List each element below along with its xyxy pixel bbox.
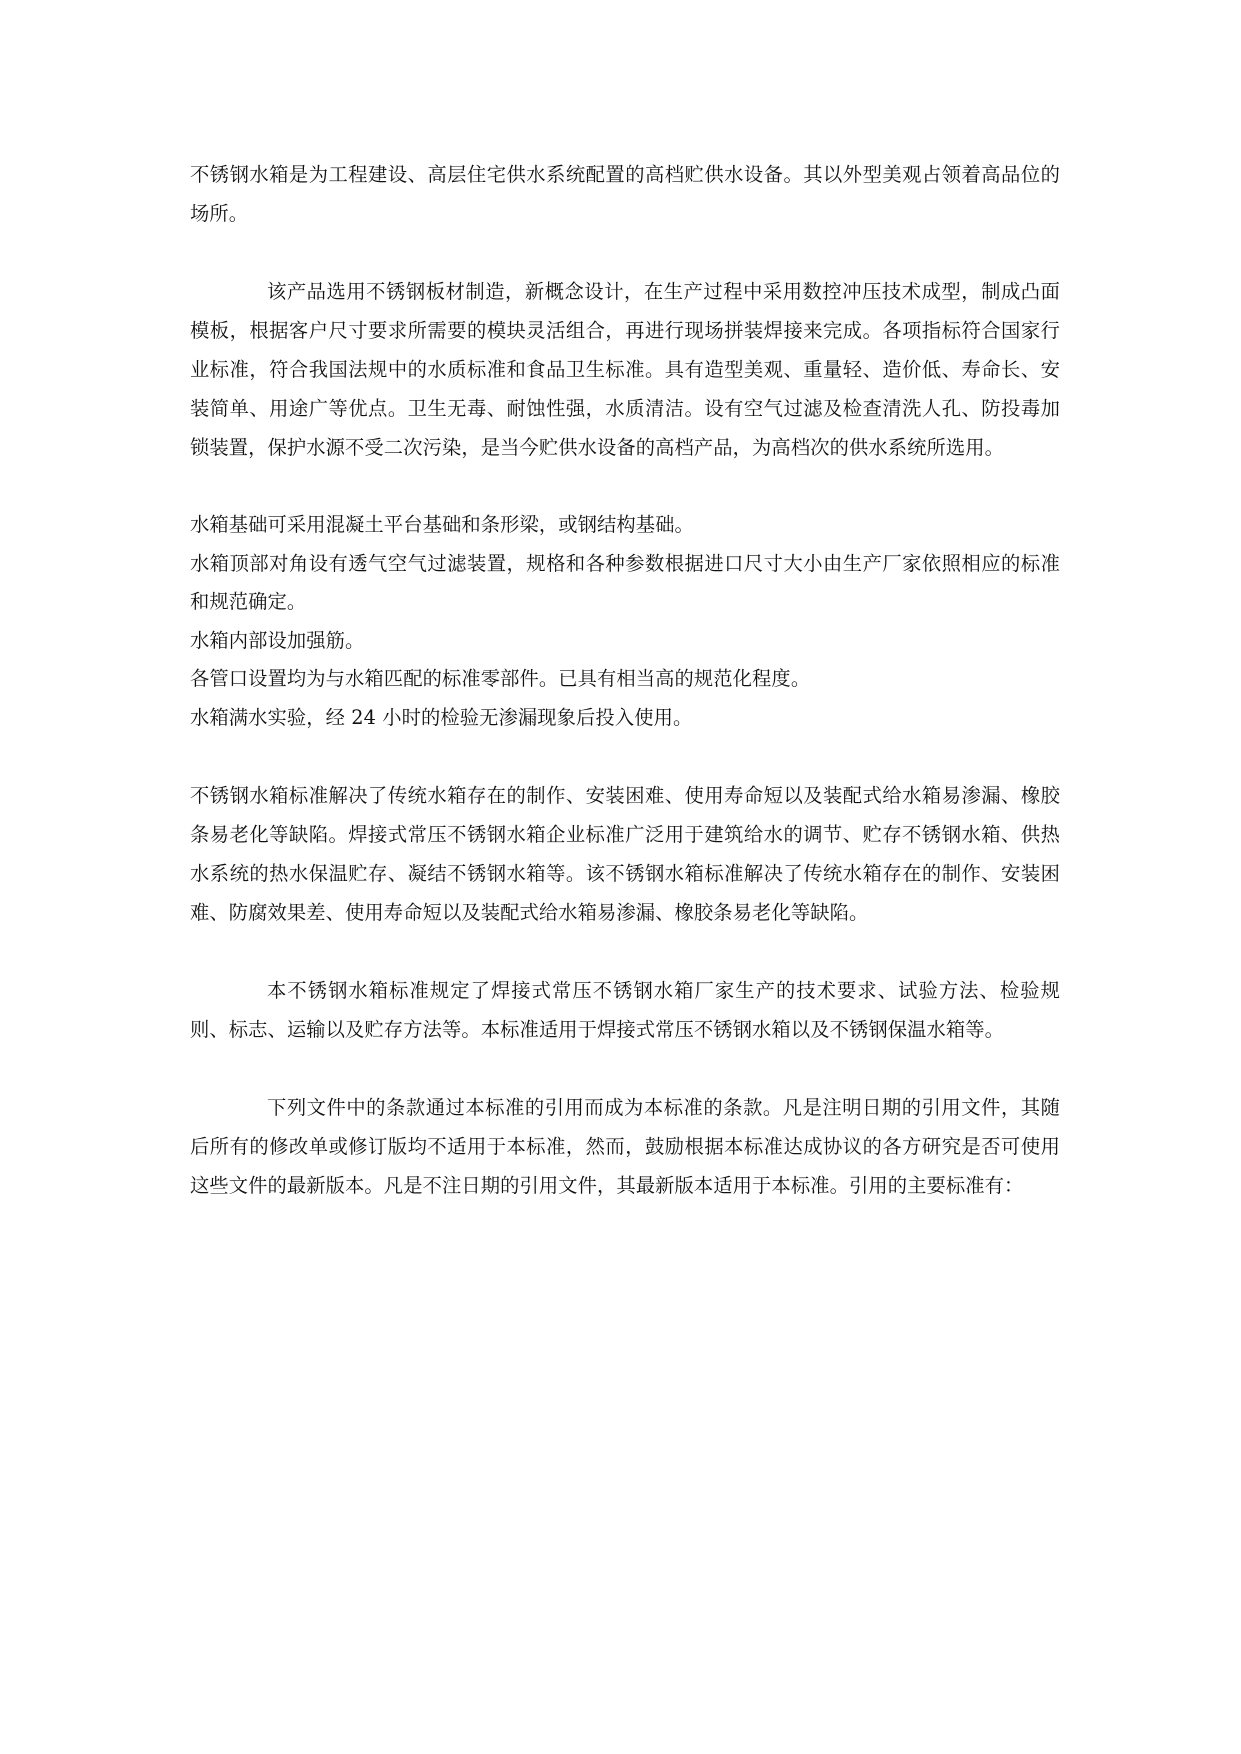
paragraph-standard-scope: 本不锈钢水箱标准规定了焊接式常压不锈钢水箱厂家生产的技术要求、试验方法、检验规则、标志、运输以及贮存方法等。本标准适用于焊接式常压不锈钢水箱以及不锈钢保温水箱等。 bbox=[190, 979, 1060, 1041]
document-body bbox=[190, 155, 1060, 1205]
paragraph-intro: 不锈钢水箱是为工程建设、高层住宅供水系统配置的高档贮供水设备。其以外型美观占领着高品位的场所。 bbox=[190, 163, 1060, 225]
note-stiffener: 水箱内部设加强筋。 bbox=[190, 628, 365, 652]
note-pipe-fittings: 各管口设置均为与水箱匹配的标准零部件。已具有相当高的规范化程度。 bbox=[190, 667, 811, 690]
installation-notes bbox=[190, 506, 1060, 737]
note-foundation: 水箱基础可采用混凝土平台基础和条形梁，或钢结构基础。 bbox=[190, 513, 694, 536]
note-air-filter: 水箱顶部对角设有透气空气过滤装置，规格和各种参数根据进口尺寸大小由生产厂家依照相应的标准和规范确定。 bbox=[190, 551, 1060, 613]
note-water-test: 水箱满水实验，经 24 小时的检验无渗漏现象后投入使用。 bbox=[190, 705, 693, 729]
paragraph-normative-references: 下列文件中的条款通过本标准的引用而成为本标准的条款。凡是注明日期的引用文件，其随后所有的修改单或修订版均不适用于本标准，然而，鼓励根据本标准达成协议的各方研究是否可使用这些文件的最新版本。凡是不注日期的引用文件，其最新版本适用于本标准。引用的主要标准有： bbox=[190, 1096, 1060, 1197]
paragraph-standard-benefits: 不锈钢水箱标准解决了传统水箱存在的制作、安装困难、使用寿命短以及装配式给水箱易渗漏、橡胶条易老化等缺陷。焊接式常压不锈钢水箱企业标准广泛用于建筑给水的调节、贮存不锈钢水箱、供热水系统的热水保温贮存、凝结不锈钢水箱等。该不锈钢水箱标准解决了传统水箱存在的制作、安装困难、防腐效果差、使用寿命短以及装配式给水箱易渗漏、橡胶条易老化等缺陷。 bbox=[190, 784, 1060, 924]
paragraph-product-description: 该产品选用不锈钢板材制造，新概念设计，在生产过程中采用数控冲压技术成型，制成凸面模板，根据客户尺寸要求所需要的模块灵活组合，再进行现场拼装焊接来完成。各项指标符合国家行业标准，符合我国法规中的水质标准和食品卫生标准。具有造型美观、重量轻、造价低、寿命长、安装简单、用途广等优点。卫生无毒、耐蚀性强，水质清洁。设有空气过滤及检查清洗人孔、防投毒加锁装置，保护水源不受二次污染，是当今贮供水设备的高档产品，为高档次的供水系统所选用。 bbox=[190, 280, 1060, 459]
